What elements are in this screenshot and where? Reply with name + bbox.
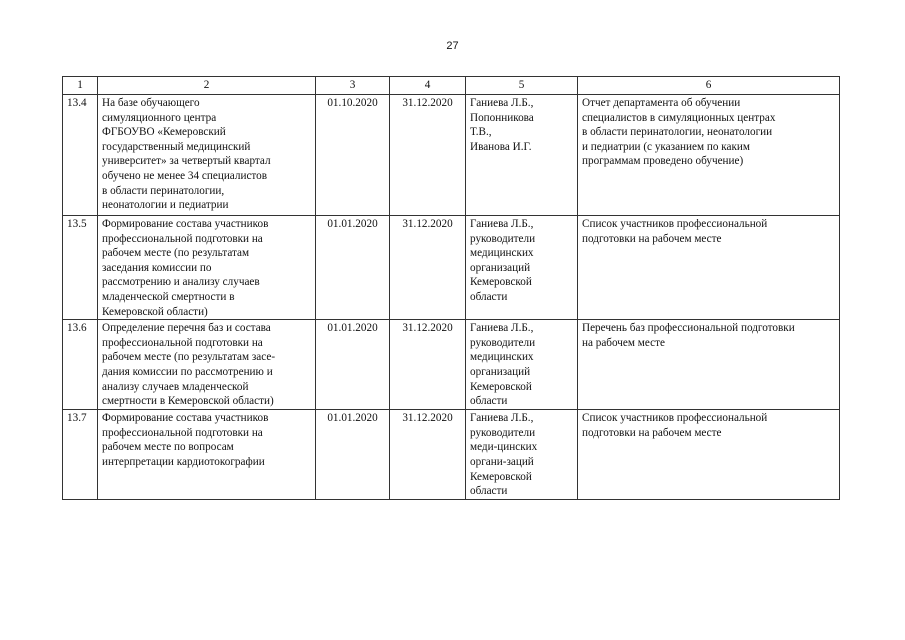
table-row xyxy=(63,95,840,216)
table-header-row xyxy=(63,77,840,95)
column-header: 2 xyxy=(98,77,316,95)
start-date: 01.10.2020 xyxy=(316,95,390,216)
task-description: Формирование состава участников профессиональной подготовки на рабочем месте по вопросам интерпретации кардиотокографии xyxy=(98,410,316,500)
row-number: 13.5 xyxy=(63,216,98,320)
table-row xyxy=(63,320,840,410)
task-description: Определение перечня баз и состава профессиональной подготовки на рабочем месте (по результатам засе- дания комиссии по рассмотрению и анализу случаев младенческой смертности в Кемеровской области) xyxy=(98,320,316,410)
page-number: 27 xyxy=(446,40,459,52)
table-row xyxy=(63,410,840,500)
task-description: Формирование состава участников профессиональной подготовки на рабочем месте (по результатам заседания комиссии по рассмотрению и анализу случаев младенческой смертности в Кемеровской области) xyxy=(98,216,316,320)
expected-result: Перечень баз профессиональной подготовки на рабочем месте xyxy=(578,320,840,410)
start-date: 01.01.2020 xyxy=(316,410,390,500)
column-header: 6 xyxy=(578,77,840,95)
end-date: 31.12.2020 xyxy=(390,320,466,410)
table-row xyxy=(63,216,840,320)
responsible-persons: Ганиева Л.Б., руководители медицинских организаций Кемеровской области xyxy=(466,216,578,320)
column-header: 3 xyxy=(316,77,390,95)
row-number: 13.7 xyxy=(63,410,98,500)
column-header: 1 xyxy=(63,77,98,95)
end-date: 31.12.2020 xyxy=(390,216,466,320)
start-date: 01.01.2020 xyxy=(316,320,390,410)
end-date: 31.12.2020 xyxy=(390,95,466,216)
expected-result: Отчет департамента об обучении специалистов в симуляционных центрах в области перинатологии, неонатологии и педиатрии (с указанием по каким программам проведено обучение) xyxy=(578,95,840,216)
expected-result: Список участников профессиональной подготовки на рабочем месте xyxy=(578,216,840,320)
responsible-persons: Ганиева Л.Б., руководители меди-цинских органи-заций Кемеровской области xyxy=(466,410,578,500)
responsible-persons: Ганиева Л.Б., Попонникова Т.В., Иванова И.Г. xyxy=(466,95,578,216)
end-date: 31.12.2020 xyxy=(390,410,466,500)
start-date: 01.01.2020 xyxy=(316,216,390,320)
row-number: 13.4 xyxy=(63,95,98,216)
column-header: 5 xyxy=(466,77,578,95)
responsible-persons: Ганиева Л.Б., руководители медицинских организаций Кемеровской области xyxy=(466,320,578,410)
row-number: 13.6 xyxy=(63,320,98,410)
action-plan-table xyxy=(62,76,840,500)
column-header: 4 xyxy=(390,77,466,95)
expected-result: Список участников профессиональной подготовки на рабочем месте xyxy=(578,410,840,500)
task-description: На базе обучающего симуляционного центра ФГБОУВО «Кемеровский государственный медицинский университет» за четвертый квартал обучено не менее 34 специалистов в области перинатологии, неонатологии и педиатрии xyxy=(98,95,316,216)
